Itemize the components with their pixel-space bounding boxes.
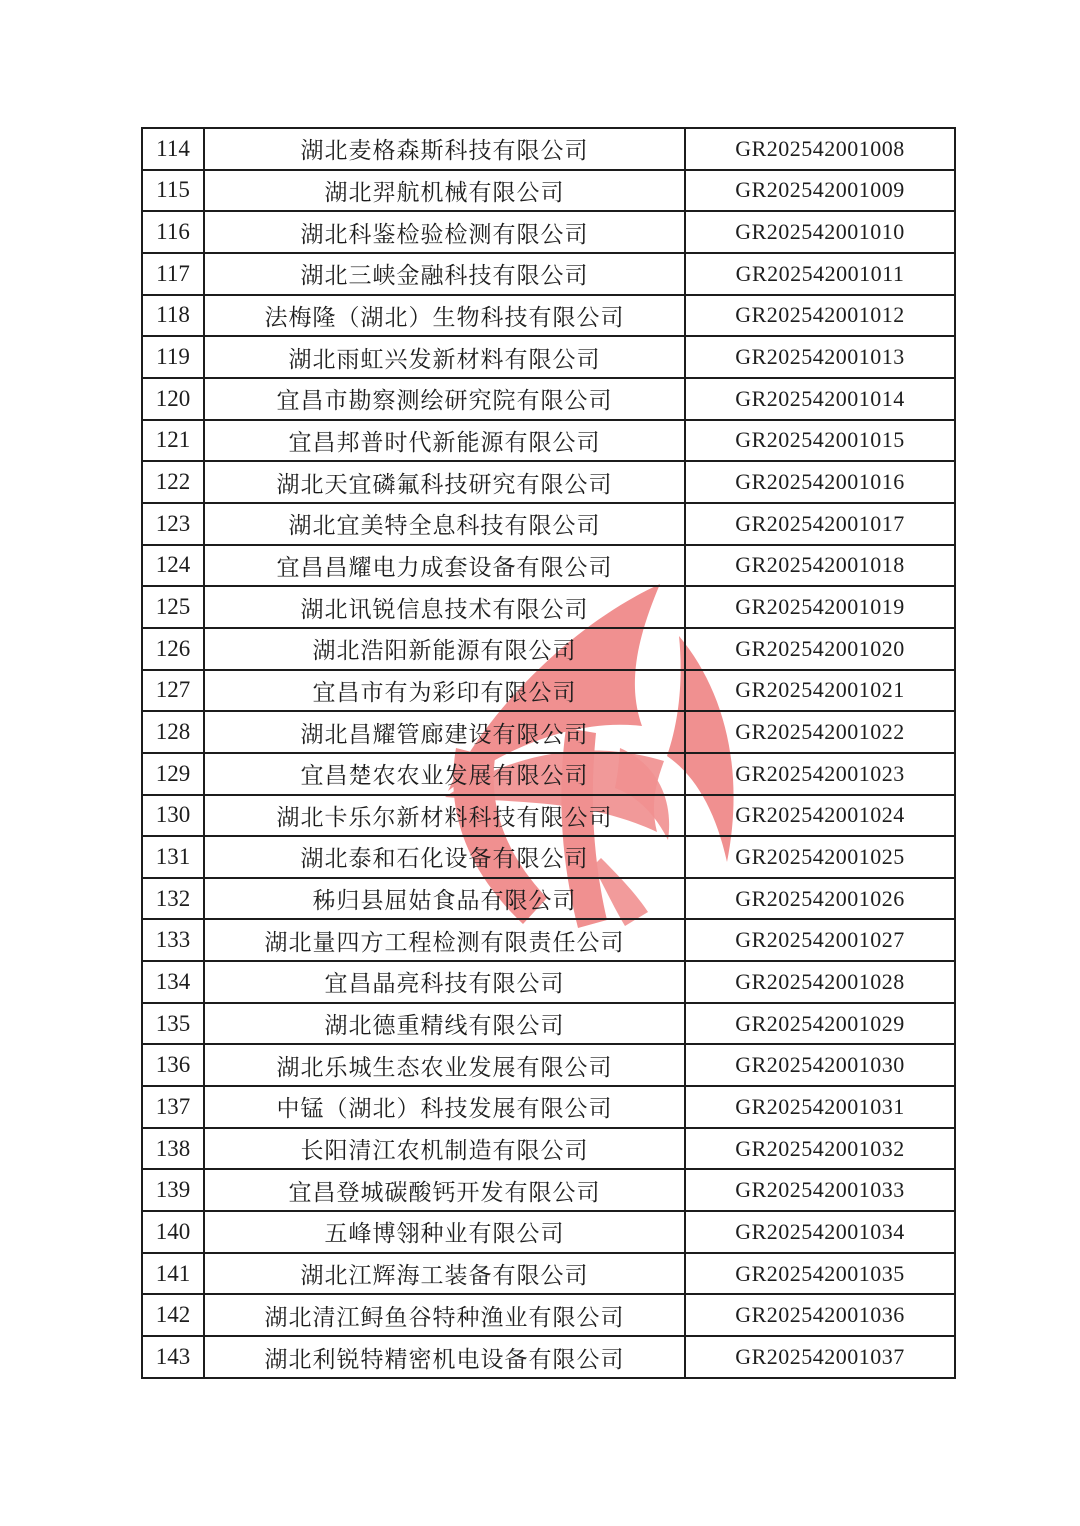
certificate-code-cell: GR202542001030	[685, 1044, 955, 1086]
row-number-cell: 118	[142, 295, 204, 337]
company-name-cell: 湖北宜美特全息科技有限公司	[204, 503, 685, 545]
table-row	[142, 670, 955, 712]
certificate-code-cell: GR202542001033	[685, 1169, 955, 1211]
row-number-cell: 143	[142, 1336, 204, 1378]
company-name-cell: 湖北讯锐信息技术有限公司	[204, 586, 685, 628]
certificate-code-cell: GR202542001031	[685, 1086, 955, 1128]
row-number-cell: 128	[142, 711, 204, 753]
table-row	[142, 919, 955, 961]
certificate-code-cell: GR202542001025	[685, 836, 955, 878]
table-row	[142, 420, 955, 462]
row-number-cell: 129	[142, 753, 204, 795]
company-name-cell: 湖北利锐特精密机电设备有限公司	[204, 1336, 685, 1378]
company-name-cell: 湖北科鉴检验检测有限公司	[204, 211, 685, 253]
table-row	[142, 128, 955, 170]
row-number-cell: 132	[142, 878, 204, 920]
certificate-code-cell: GR202542001020	[685, 628, 955, 670]
row-number-cell: 125	[142, 586, 204, 628]
certification-table	[141, 127, 956, 1379]
certificate-code-cell: GR202542001011	[685, 253, 955, 295]
certificate-code-cell: GR202542001037	[685, 1336, 955, 1378]
table-row	[142, 503, 955, 545]
company-name-cell: 中锰（湖北）科技发展有限公司	[204, 1086, 685, 1128]
table-row	[142, 795, 955, 837]
table-row	[142, 461, 955, 503]
row-number-cell: 136	[142, 1044, 204, 1086]
row-number-cell: 120	[142, 378, 204, 420]
row-number-cell: 135	[142, 1003, 204, 1045]
table-row	[142, 628, 955, 670]
table-row	[142, 1044, 955, 1086]
certificate-code-cell: GR202542001023	[685, 753, 955, 795]
certificate-code-cell: GR202542001018	[685, 545, 955, 587]
company-name-cell: 湖北德重精线有限公司	[204, 1003, 685, 1045]
certificate-code-cell: GR202542001027	[685, 919, 955, 961]
certificate-code-cell: GR202542001017	[685, 503, 955, 545]
company-name-cell: 湖北麦格森斯科技有限公司	[204, 128, 685, 170]
company-name-cell: 湖北清江鲟鱼谷特种渔业有限公司	[204, 1294, 685, 1336]
certificate-code-cell: GR202542001034	[685, 1211, 955, 1253]
certificate-code-cell: GR202542001013	[685, 336, 955, 378]
company-name-cell: 湖北卡乐尔新材料科技有限公司	[204, 795, 685, 837]
company-name-cell: 湖北三峡金融科技有限公司	[204, 253, 685, 295]
row-number-cell: 117	[142, 253, 204, 295]
table-row	[142, 336, 955, 378]
company-name-cell: 湖北天宜磷氟科技研究有限公司	[204, 461, 685, 503]
table-row	[142, 545, 955, 587]
company-name-cell: 宜昌晶亮科技有限公司	[204, 961, 685, 1003]
row-number-cell: 126	[142, 628, 204, 670]
company-name-cell: 湖北羿航机械有限公司	[204, 170, 685, 212]
certificate-code-cell: GR202542001012	[685, 295, 955, 337]
company-name-cell: 宜昌市有为彩印有限公司	[204, 670, 685, 712]
company-name-cell: 宜昌楚农农业发展有限公司	[204, 753, 685, 795]
row-number-cell: 127	[142, 670, 204, 712]
table-row	[142, 836, 955, 878]
table-row	[142, 1169, 955, 1211]
row-number-cell: 137	[142, 1086, 204, 1128]
table-row	[142, 253, 955, 295]
row-number-cell: 141	[142, 1253, 204, 1295]
company-name-cell: 湖北昌耀管廊建设有限公司	[204, 711, 685, 753]
table-row	[142, 961, 955, 1003]
company-name-cell: 宜昌市勘察测绘研究院有限公司	[204, 378, 685, 420]
table-row	[142, 1211, 955, 1253]
certificate-code-cell: GR202542001032	[685, 1128, 955, 1170]
row-number-cell: 124	[142, 545, 204, 587]
company-name-cell: 宜昌昌耀电力成套设备有限公司	[204, 545, 685, 587]
certificate-code-cell: GR202542001029	[685, 1003, 955, 1045]
certificate-code-cell: GR202542001016	[685, 461, 955, 503]
company-name-cell: 长阳清江农机制造有限公司	[204, 1128, 685, 1170]
certificate-code-cell: GR202542001021	[685, 670, 955, 712]
company-name-cell: 湖北乐城生态农业发展有限公司	[204, 1044, 685, 1086]
table-row	[142, 1294, 955, 1336]
table-row	[142, 1253, 955, 1295]
row-number-cell: 131	[142, 836, 204, 878]
table-row	[142, 878, 955, 920]
certificate-code-cell: GR202542001010	[685, 211, 955, 253]
certificate-code-cell: GR202542001022	[685, 711, 955, 753]
certificate-code-cell: GR202542001015	[685, 420, 955, 462]
certificate-code-cell: GR202542001014	[685, 378, 955, 420]
table-row	[142, 586, 955, 628]
table-row	[142, 1128, 955, 1170]
company-name-cell: 法梅隆（湖北）生物科技有限公司	[204, 295, 685, 337]
certification-table-body	[142, 128, 955, 1378]
company-name-cell: 湖北泰和石化设备有限公司	[204, 836, 685, 878]
certificate-code-cell: GR202542001036	[685, 1294, 955, 1336]
table-row	[142, 211, 955, 253]
table-row	[142, 711, 955, 753]
table-row	[142, 1086, 955, 1128]
table-row	[142, 378, 955, 420]
row-number-cell: 140	[142, 1211, 204, 1253]
certificate-code-cell: GR202542001019	[685, 586, 955, 628]
row-number-cell: 114	[142, 128, 204, 170]
row-number-cell: 138	[142, 1128, 204, 1170]
row-number-cell: 133	[142, 919, 204, 961]
company-name-cell: 五峰博翎种业有限公司	[204, 1211, 685, 1253]
row-number-cell: 142	[142, 1294, 204, 1336]
company-name-cell: 湖北江辉海工装备有限公司	[204, 1253, 685, 1295]
certificate-code-cell: GR202542001024	[685, 795, 955, 837]
row-number-cell: 123	[142, 503, 204, 545]
row-number-cell: 115	[142, 170, 204, 212]
company-name-cell: 宜昌邦普时代新能源有限公司	[204, 420, 685, 462]
row-number-cell: 121	[142, 420, 204, 462]
table-row	[142, 170, 955, 212]
company-name-cell: 湖北浩阳新能源有限公司	[204, 628, 685, 670]
row-number-cell: 122	[142, 461, 204, 503]
table-row	[142, 1336, 955, 1378]
row-number-cell: 139	[142, 1169, 204, 1211]
company-name-cell: 秭归县屈姑食品有限公司	[204, 878, 685, 920]
certificate-code-cell: GR202542001008	[685, 128, 955, 170]
certificate-code-cell: GR202542001026	[685, 878, 955, 920]
certificate-code-cell: GR202542001009	[685, 170, 955, 212]
company-name-cell: 湖北雨虹兴发新材料有限公司	[204, 336, 685, 378]
table-row	[142, 295, 955, 337]
table-row	[142, 1003, 955, 1045]
row-number-cell: 116	[142, 211, 204, 253]
company-name-cell: 湖北量四方工程检测有限责任公司	[204, 919, 685, 961]
certificate-code-cell: GR202542001035	[685, 1253, 955, 1295]
row-number-cell: 130	[142, 795, 204, 837]
table-row	[142, 753, 955, 795]
row-number-cell: 134	[142, 961, 204, 1003]
certificate-code-cell: GR202542001028	[685, 961, 955, 1003]
row-number-cell: 119	[142, 336, 204, 378]
company-name-cell: 宜昌登城碳酸钙开发有限公司	[204, 1169, 685, 1211]
